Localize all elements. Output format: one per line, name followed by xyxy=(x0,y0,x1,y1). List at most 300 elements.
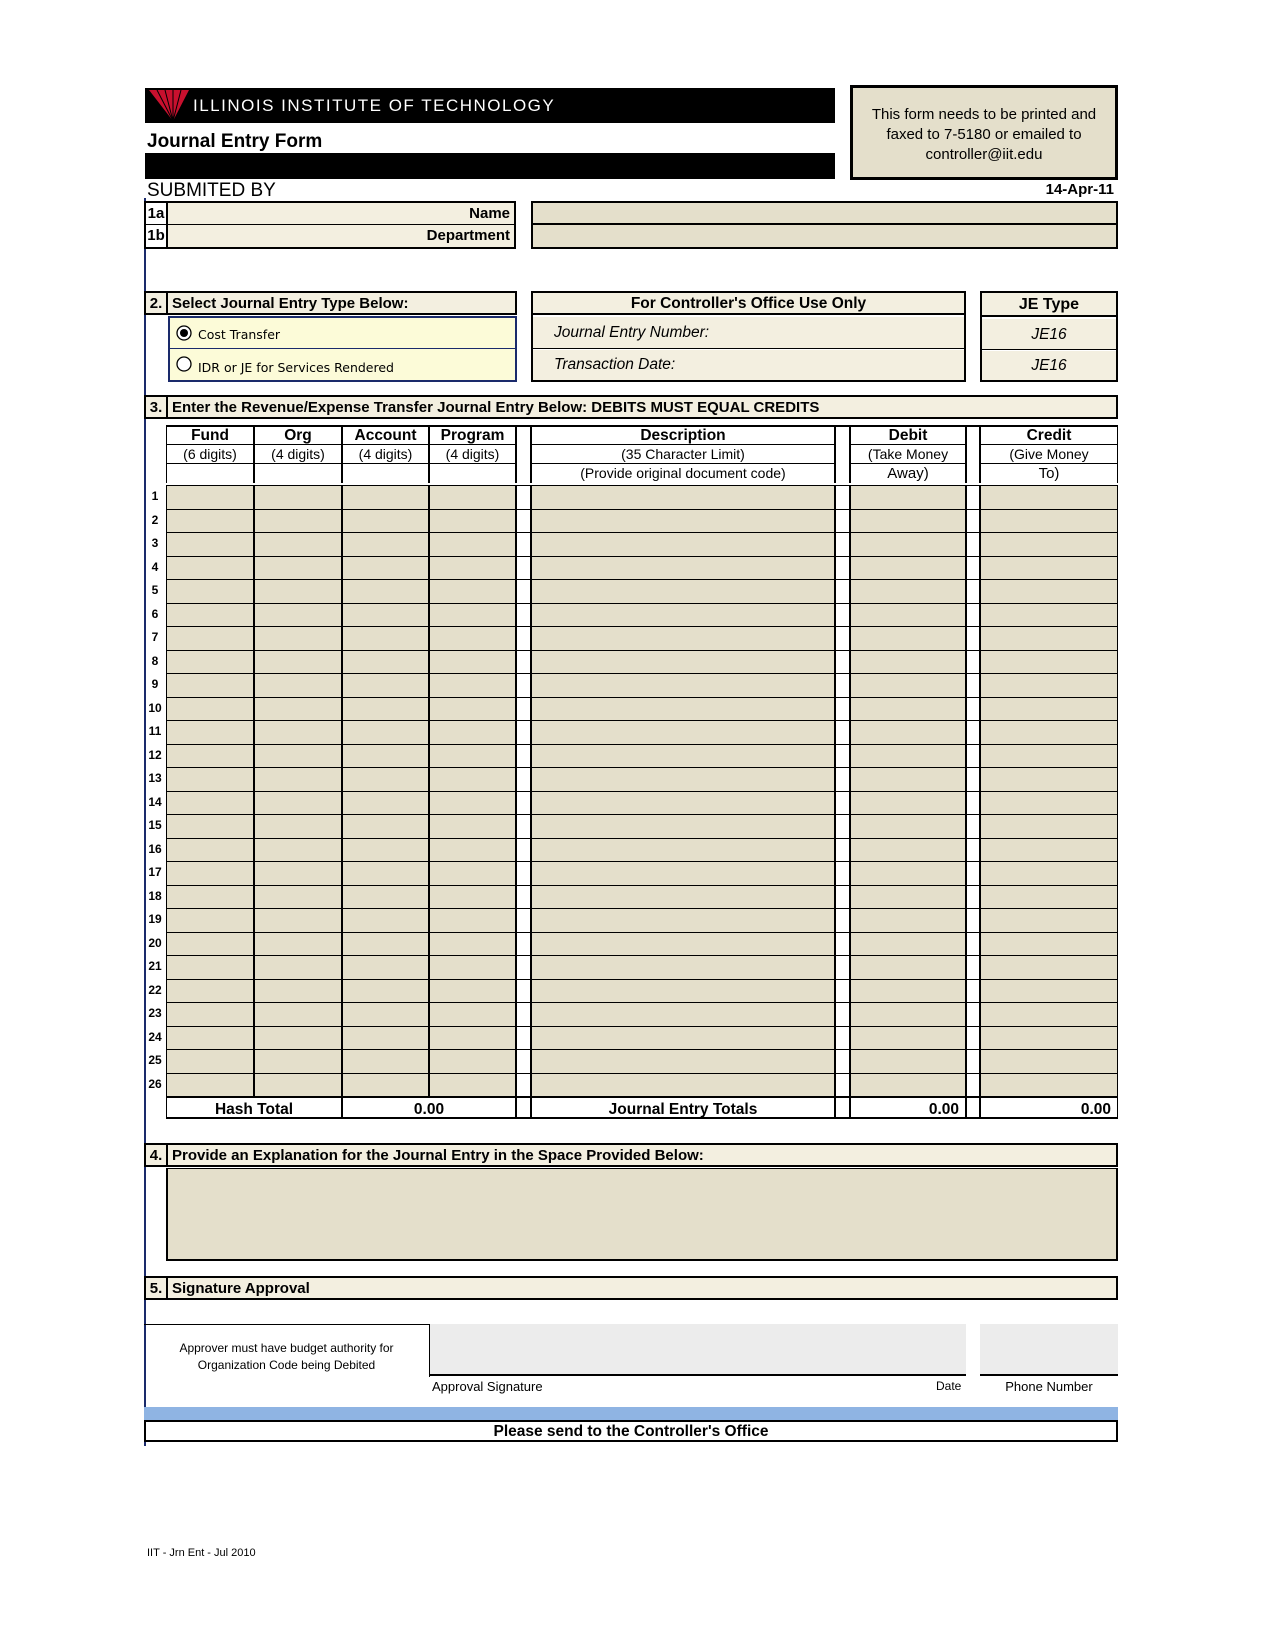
row-spacer-cell xyxy=(966,626,980,650)
cell-account[interactable] xyxy=(342,814,429,838)
column-subtitle-org: (4 digits) xyxy=(254,445,342,464)
cell-fund[interactable] xyxy=(166,861,254,885)
cell-credit[interactable] xyxy=(980,673,1118,697)
cell-fund[interactable] xyxy=(166,626,254,650)
cell-credit[interactable] xyxy=(980,955,1118,979)
cell-debit[interactable] xyxy=(850,932,966,956)
row-number: 10 xyxy=(148,700,162,715)
row-spacer-cell xyxy=(516,979,531,1003)
explanation-header xyxy=(144,1143,1118,1167)
row-number: 9 xyxy=(151,677,159,691)
row-number: 26 xyxy=(148,1076,162,1091)
cell-debit[interactable] xyxy=(850,814,966,838)
institution-name: ILLINOIS INSTITUTE OF TECHNOLOGY xyxy=(193,96,556,115)
column-spacer xyxy=(966,425,980,483)
cell-program[interactable] xyxy=(429,979,516,1003)
cell-description[interactable] xyxy=(531,509,835,533)
column-title-fund: Fund xyxy=(166,425,254,445)
cell-description[interactable] xyxy=(531,673,835,697)
cell-account[interactable] xyxy=(342,885,429,909)
cell-fund[interactable] xyxy=(166,1073,254,1097)
cell-credit[interactable] xyxy=(980,1026,1118,1050)
row-spacer-cell xyxy=(835,1002,850,1026)
column-subtitle-credit: (Give Money xyxy=(980,445,1118,464)
cell-org[interactable] xyxy=(254,720,342,744)
cell-account[interactable] xyxy=(342,1002,429,1026)
cell-org[interactable] xyxy=(254,579,342,603)
cell-program[interactable] xyxy=(429,697,516,721)
approval-signature-label: Approval Signature xyxy=(432,1379,543,1394)
row-spacer-cell xyxy=(516,673,531,697)
cell-program[interactable] xyxy=(429,955,516,979)
row-spacer-cell xyxy=(835,720,850,744)
row-spacer-cell xyxy=(516,603,531,627)
cell-credit[interactable] xyxy=(980,908,1118,932)
row-number: 18 xyxy=(148,888,162,903)
row-spacer-cell xyxy=(966,556,980,580)
controller-office-title: For Controller's Office Use Only xyxy=(533,293,964,315)
phone-number-field[interactable] xyxy=(980,1324,1118,1376)
row-number: 16 xyxy=(148,841,162,856)
cell-org[interactable] xyxy=(254,1049,342,1073)
cell-fund[interactable] xyxy=(166,720,254,744)
cell-description[interactable] xyxy=(531,767,835,791)
cell-program[interactable] xyxy=(429,603,516,627)
totals-spacer xyxy=(835,1096,850,1119)
cell-fund[interactable] xyxy=(166,603,254,627)
row-spacer-cell xyxy=(966,720,980,744)
row-spacer-cell xyxy=(516,1073,531,1097)
cell-description[interactable] xyxy=(531,955,835,979)
cell-org[interactable] xyxy=(254,673,342,697)
row-spacer-cell xyxy=(835,767,850,791)
cell-description[interactable] xyxy=(531,932,835,956)
row-spacer-cell xyxy=(835,791,850,815)
cell-account[interactable] xyxy=(342,744,429,768)
cell-account[interactable] xyxy=(342,1049,429,1073)
cell-program[interactable] xyxy=(429,579,516,603)
row-spacer-cell xyxy=(835,603,850,627)
cell-fund[interactable] xyxy=(166,556,254,580)
cell-credit[interactable] xyxy=(980,1002,1118,1026)
row-spacer-cell xyxy=(966,485,980,509)
cell-org[interactable] xyxy=(254,626,342,650)
cell-debit[interactable] xyxy=(850,838,966,862)
cell-debit[interactable] xyxy=(850,1073,966,1097)
cell-org[interactable] xyxy=(254,697,342,721)
row-spacer-cell xyxy=(516,791,531,815)
cell-org[interactable] xyxy=(254,650,342,674)
row-spacer-cell xyxy=(516,1002,531,1026)
row-spacer-cell xyxy=(516,838,531,862)
cell-fund[interactable] xyxy=(166,814,254,838)
name-label: Name xyxy=(168,203,514,225)
cell-fund[interactable] xyxy=(166,1049,254,1073)
cell-fund[interactable] xyxy=(166,932,254,956)
cell-credit[interactable] xyxy=(980,885,1118,909)
cell-fund[interactable] xyxy=(166,650,254,674)
row-number: 17 xyxy=(148,865,162,879)
cell-debit[interactable] xyxy=(850,955,966,979)
row-spacer-cell xyxy=(966,791,980,815)
cell-account[interactable] xyxy=(342,603,429,627)
cell-debit[interactable] xyxy=(850,532,966,556)
section-4-title: Provide an Explanation for the Journal Entry in the Space Provided Below: xyxy=(172,1147,704,1164)
column-subtitle2-description: (Provide original document code) xyxy=(580,465,786,481)
cell-program[interactable] xyxy=(429,650,516,674)
cell-description[interactable] xyxy=(531,791,835,815)
row-spacer-cell xyxy=(516,626,531,650)
row-spacer-cell xyxy=(966,861,980,885)
cell-account[interactable] xyxy=(342,791,429,815)
row-spacer-cell xyxy=(516,720,531,744)
cell-program[interactable] xyxy=(429,509,516,533)
cell-credit[interactable] xyxy=(980,979,1118,1003)
cell-credit[interactable] xyxy=(980,556,1118,580)
cell-fund[interactable] xyxy=(166,767,254,791)
cell-account[interactable] xyxy=(342,673,429,697)
cell-account[interactable] xyxy=(342,485,429,509)
cell-org[interactable] xyxy=(254,955,342,979)
row-spacer-cell xyxy=(516,509,531,533)
cell-description[interactable] xyxy=(531,814,835,838)
row-spacer-cell xyxy=(516,697,531,721)
cell-account[interactable] xyxy=(342,767,429,791)
cell-credit[interactable] xyxy=(980,791,1118,815)
option-cost-transfer-label: Cost Transfer xyxy=(198,327,281,342)
journal-entry-totals-label: Journal Entry Totals xyxy=(531,1096,835,1119)
cell-credit[interactable] xyxy=(980,767,1118,791)
cell-credit[interactable] xyxy=(980,932,1118,956)
cell-debit[interactable] xyxy=(850,626,966,650)
cell-description[interactable] xyxy=(531,720,835,744)
cell-account[interactable] xyxy=(342,1073,429,1097)
cell-credit[interactable] xyxy=(980,1049,1118,1073)
cell-org[interactable] xyxy=(254,932,342,956)
cell-credit[interactable] xyxy=(980,509,1118,533)
cell-account[interactable] xyxy=(342,579,429,603)
blue-separator-bar xyxy=(144,1407,1118,1420)
column-subtitle2-credit: To) xyxy=(1038,465,1060,482)
cell-fund[interactable] xyxy=(166,532,254,556)
cell-org[interactable] xyxy=(254,509,342,533)
explanation-field[interactable] xyxy=(166,1168,1118,1261)
row-spacer-cell xyxy=(835,509,850,533)
cell-description[interactable] xyxy=(531,908,835,932)
cell-debit[interactable] xyxy=(850,885,966,909)
row-spacer-cell xyxy=(835,1026,850,1050)
cell-fund[interactable] xyxy=(166,579,254,603)
cell-program[interactable] xyxy=(429,744,516,768)
row-number: 13 xyxy=(148,771,162,785)
cell-org[interactable] xyxy=(254,908,342,932)
approval-signature-field[interactable] xyxy=(430,1324,966,1376)
cell-debit[interactable] xyxy=(850,1026,966,1050)
cell-program[interactable] xyxy=(429,767,516,791)
cell-program[interactable] xyxy=(429,791,516,815)
cell-description[interactable] xyxy=(531,556,835,580)
row-spacer-cell xyxy=(835,838,850,862)
row-number: 23 xyxy=(148,1006,162,1020)
row-number: 24 xyxy=(148,1029,162,1044)
cell-account[interactable] xyxy=(342,697,429,721)
cell-fund[interactable] xyxy=(166,1002,254,1026)
section-2-number: 2. xyxy=(146,293,168,313)
cell-fund[interactable] xyxy=(166,1026,254,1050)
cell-credit[interactable] xyxy=(980,720,1118,744)
column-subtitle-debit: (Take Money xyxy=(850,445,966,464)
cell-debit[interactable] xyxy=(850,791,966,815)
cell-credit[interactable] xyxy=(980,861,1118,885)
cell-account[interactable] xyxy=(342,532,429,556)
row-spacer-cell xyxy=(966,697,980,721)
cell-debit[interactable] xyxy=(850,697,966,721)
row-spacer-cell xyxy=(966,532,980,556)
cell-account[interactable] xyxy=(342,955,429,979)
row-number: 19 xyxy=(148,912,162,926)
cell-credit[interactable] xyxy=(980,697,1118,721)
department-label: Department xyxy=(168,225,514,247)
cell-org[interactable] xyxy=(254,861,342,885)
cell-debit[interactable] xyxy=(850,1002,966,1026)
cell-fund[interactable] xyxy=(166,791,254,815)
row-spacer-cell xyxy=(966,603,980,627)
cell-program[interactable] xyxy=(429,1049,516,1073)
row-number-1b: 1b xyxy=(146,225,168,247)
cell-description[interactable] xyxy=(531,861,835,885)
cell-debit[interactable] xyxy=(850,556,966,580)
row-number: 3 xyxy=(151,536,159,550)
cell-description[interactable] xyxy=(531,626,835,650)
section-2-title: Select Journal Entry Type Below: xyxy=(172,295,409,312)
cell-credit[interactable] xyxy=(980,814,1118,838)
cell-fund[interactable] xyxy=(166,955,254,979)
cell-debit[interactable] xyxy=(850,720,966,744)
column-subtitle-program: (4 digits) xyxy=(429,445,516,464)
cell-description[interactable] xyxy=(531,1049,835,1073)
row-spacer-cell xyxy=(966,1073,980,1097)
cell-debit[interactable] xyxy=(850,979,966,1003)
cell-org[interactable] xyxy=(254,532,342,556)
debit-total: 0.00 xyxy=(850,1096,966,1119)
cell-fund[interactable] xyxy=(166,979,254,1003)
approver-note: Approver must have budget authority for Organization Code being Debited xyxy=(144,1324,430,1377)
row-spacer-cell xyxy=(966,955,980,979)
cell-org[interactable] xyxy=(254,791,342,815)
row-number: 5 xyxy=(151,583,159,597)
column-title-debit: Debit xyxy=(850,425,966,445)
cell-debit[interactable] xyxy=(850,509,966,533)
cell-account[interactable] xyxy=(342,626,429,650)
form-title: Journal Entry Form xyxy=(147,131,323,152)
row-number: 4 xyxy=(151,559,159,574)
cell-fund[interactable] xyxy=(166,838,254,862)
row-spacer-cell xyxy=(966,1026,980,1050)
cell-program[interactable] xyxy=(429,1073,516,1097)
cell-debit[interactable] xyxy=(850,1049,966,1073)
totals-spacer xyxy=(966,1096,980,1119)
cell-credit[interactable] xyxy=(980,603,1118,627)
cell-debit[interactable] xyxy=(850,767,966,791)
row-spacer-cell xyxy=(835,814,850,838)
cell-program[interactable] xyxy=(429,908,516,932)
cell-account[interactable] xyxy=(342,556,429,580)
cell-account[interactable] xyxy=(342,908,429,932)
row-spacer-cell xyxy=(966,579,980,603)
row-spacer-cell xyxy=(966,814,980,838)
cell-program[interactable] xyxy=(429,626,516,650)
cell-org[interactable] xyxy=(254,885,342,909)
row-spacer-cell xyxy=(835,579,850,603)
cell-description[interactable] xyxy=(531,603,835,627)
row-number: 14 xyxy=(148,794,162,809)
cell-org[interactable] xyxy=(254,979,342,1003)
row-spacer-cell xyxy=(835,932,850,956)
cell-debit[interactable] xyxy=(850,603,966,627)
cell-description[interactable] xyxy=(531,1026,835,1050)
cell-credit[interactable] xyxy=(980,579,1118,603)
cell-account[interactable] xyxy=(342,861,429,885)
cell-fund[interactable] xyxy=(166,885,254,909)
cell-description[interactable] xyxy=(531,744,835,768)
cell-debit[interactable] xyxy=(850,579,966,603)
cell-program[interactable] xyxy=(429,673,516,697)
transaction-date-label: Transaction Date: xyxy=(533,350,964,380)
row-spacer-cell xyxy=(516,556,531,580)
row-number: 6 xyxy=(151,606,159,621)
cell-account[interactable] xyxy=(342,932,429,956)
cell-org[interactable] xyxy=(254,814,342,838)
cell-fund[interactable] xyxy=(166,697,254,721)
cell-debit[interactable] xyxy=(850,650,966,674)
cell-description[interactable] xyxy=(531,1002,835,1026)
submitted-by-label: SUBMITED BY xyxy=(147,180,276,201)
cell-fund[interactable] xyxy=(166,673,254,697)
cell-description[interactable] xyxy=(531,838,835,862)
hash-total-label: Hash Total xyxy=(166,1096,342,1119)
send-to-controller: Please send to the Controller's Office xyxy=(144,1420,1118,1442)
row-spacer-cell xyxy=(835,485,850,509)
column-title-credit: Credit xyxy=(980,425,1118,445)
cell-credit[interactable] xyxy=(980,650,1118,674)
row-spacer-cell xyxy=(835,532,850,556)
cell-description[interactable] xyxy=(531,979,835,1003)
row-spacer-cell xyxy=(835,673,850,697)
cell-debit[interactable] xyxy=(850,673,966,697)
cell-org[interactable] xyxy=(254,1002,342,1026)
row-spacer-cell xyxy=(966,838,980,862)
row-spacer-cell xyxy=(516,650,531,674)
row-spacer-cell xyxy=(516,885,531,909)
row-number: 2 xyxy=(151,512,159,527)
row-spacer-cell xyxy=(835,861,850,885)
cell-org[interactable] xyxy=(254,838,342,862)
cell-description[interactable] xyxy=(531,485,835,509)
row-spacer-cell xyxy=(835,626,850,650)
row-spacer-cell xyxy=(966,767,980,791)
cell-description[interactable] xyxy=(531,1073,835,1097)
row-spacer-cell xyxy=(835,955,850,979)
cell-debit[interactable] xyxy=(850,861,966,885)
cell-program[interactable] xyxy=(429,720,516,744)
cell-fund[interactable] xyxy=(166,744,254,768)
cell-account[interactable] xyxy=(342,650,429,674)
section-4-number: 4. xyxy=(146,1145,168,1165)
cell-program[interactable] xyxy=(429,1026,516,1050)
row-spacer-cell xyxy=(835,556,850,580)
row-spacer-cell xyxy=(966,1049,980,1073)
cell-credit[interactable] xyxy=(980,744,1118,768)
cell-debit[interactable] xyxy=(850,744,966,768)
cell-org[interactable] xyxy=(254,556,342,580)
cell-credit[interactable] xyxy=(980,838,1118,862)
row-number: 15 xyxy=(148,818,162,832)
cell-org[interactable] xyxy=(254,744,342,768)
cell-program[interactable] xyxy=(429,838,516,862)
column-spacer xyxy=(516,425,531,483)
cell-credit[interactable] xyxy=(980,532,1118,556)
cell-account[interactable] xyxy=(342,838,429,862)
cell-description[interactable] xyxy=(531,650,835,674)
cell-account[interactable] xyxy=(342,979,429,1003)
row-spacer-cell xyxy=(835,1073,850,1097)
cell-org[interactable] xyxy=(254,767,342,791)
cell-program[interactable] xyxy=(429,932,516,956)
row-number: 7 xyxy=(151,630,159,644)
cell-org[interactable] xyxy=(254,485,342,509)
cell-debit[interactable] xyxy=(850,908,966,932)
cell-description[interactable] xyxy=(531,579,835,603)
cell-org[interactable] xyxy=(254,1073,342,1097)
cell-credit[interactable] xyxy=(980,1073,1118,1097)
cell-account[interactable] xyxy=(342,1026,429,1050)
option-idr-services-label: IDR or JE for Services Rendered xyxy=(198,360,394,375)
column-subtitle-description: (35 Character Limit) xyxy=(531,445,835,464)
cell-fund[interactable] xyxy=(166,509,254,533)
cell-program[interactable] xyxy=(429,556,516,580)
cell-description[interactable] xyxy=(531,885,835,909)
row-number: 11 xyxy=(148,724,162,738)
cell-program[interactable] xyxy=(429,1002,516,1026)
row-spacer-cell xyxy=(516,1026,531,1050)
cell-program[interactable] xyxy=(429,885,516,909)
row-number: 22 xyxy=(148,982,162,997)
section-5-title: Signature Approval xyxy=(172,1280,310,1297)
cell-org[interactable] xyxy=(254,1026,342,1050)
cell-program[interactable] xyxy=(429,814,516,838)
row-number-1a: 1a xyxy=(146,203,168,225)
cell-credit[interactable] xyxy=(980,626,1118,650)
cell-account[interactable] xyxy=(342,509,429,533)
cell-account[interactable] xyxy=(342,720,429,744)
cell-program[interactable] xyxy=(429,485,516,509)
cell-description[interactable] xyxy=(531,532,835,556)
cell-debit[interactable] xyxy=(850,485,966,509)
cell-fund[interactable] xyxy=(166,908,254,932)
row-spacer-cell xyxy=(966,979,980,1003)
row-spacer-cell xyxy=(966,932,980,956)
cell-program[interactable] xyxy=(429,861,516,885)
row-spacer-cell xyxy=(835,650,850,674)
row-spacer-cell xyxy=(516,861,531,885)
row-spacer-cell xyxy=(516,814,531,838)
cell-fund[interactable] xyxy=(166,485,254,509)
cell-program[interactable] xyxy=(429,532,516,556)
cell-credit[interactable] xyxy=(980,485,1118,509)
cell-org[interactable] xyxy=(254,603,342,627)
cell-description[interactable] xyxy=(531,697,835,721)
row-spacer-cell xyxy=(966,673,980,697)
